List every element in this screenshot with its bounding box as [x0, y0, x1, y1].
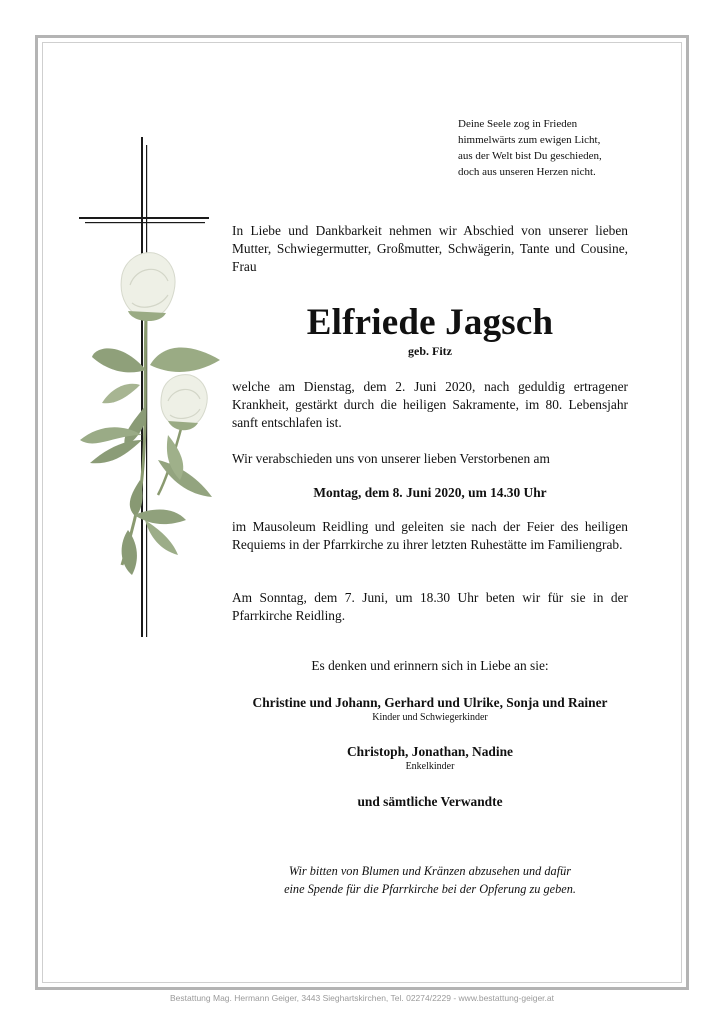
children-label: Kinder und Schwiegerkinder: [372, 712, 488, 723]
cross-with-roses-image: [70, 135, 230, 640]
poem-line: doch aus unseren Herzen nicht.: [458, 166, 596, 178]
poem-line: Deine Seele zog in Frieden: [458, 118, 578, 130]
grandchildren-label: Enkelkinder: [405, 761, 455, 772]
birth-name: geb. Fitz: [408, 344, 452, 358]
rose-branch-icon: [80, 253, 220, 575]
poem-line: himmelwärts zum ewigen Licht,: [458, 134, 601, 146]
mourners-intro: Es denken und erinnern sich in Liebe an sie:: [311, 658, 549, 673]
poem-line: aus der Welt bist Du geschieden,: [458, 150, 602, 162]
funeral-location-text: im Mausoleum Reidling und geleiten sie nach der Feier des heiligen Requiems in der Pfarrkirche zu ihrer letzten Ruhestätte im Familiengrab.: [232, 519, 628, 552]
death-notice-text: welche am Dienstag, dem 2. Juni 2020, nach geduldig ertragener Krankheit, gestärkt durch die heiligen Sakramente, im 80. Lebensjahr sanft entschlafen ist.: [232, 379, 628, 430]
farewell-intro-text: Wir verabschieden uns von unserer lieben Verstorbenen am: [232, 451, 550, 466]
intro-text: In Liebe und Dankbarkeit nehmen wir Abschied von unserer lieben Mutter, Schwiegermutter, Großmutter, Schwägerin, Tante und Cousine, Frau: [232, 223, 628, 274]
relatives-text: und sämtliche Verwandte: [357, 794, 503, 809]
donation-request-line: eine Spende für die Pfarrkirche bei der Opferung zu geben.: [284, 882, 576, 896]
prayer-text: Am Sonntag, dem 7. Juni, um 18.30 Uhr beten wir für sie in der Pfarrkirche Reidling.: [232, 590, 628, 623]
children-names: Christine und Johann, Gerhard und Ulrike, Sonja und Rainer: [252, 695, 608, 710]
funeral-date: Montag, dem 8. Juni 2020, um 14.30 Uhr: [313, 485, 547, 500]
funeral-home-footer: Bestattung Mag. Hermann Geiger, 3443 Sieghartskirchen, Tel. 02274/2229 - www.bestattung-geiger.at: [170, 993, 554, 1003]
donation-request: [232, 862, 628, 898]
deceased-name: Elfriede Jagsch: [306, 302, 554, 343]
donation-request-line: Wir bitten von Blumen und Kränzen abzusehen und dafür: [288, 864, 572, 878]
grandchildren-names: Christoph, Jonathan, Nadine: [347, 744, 513, 759]
memorial-poem: [458, 116, 658, 180]
